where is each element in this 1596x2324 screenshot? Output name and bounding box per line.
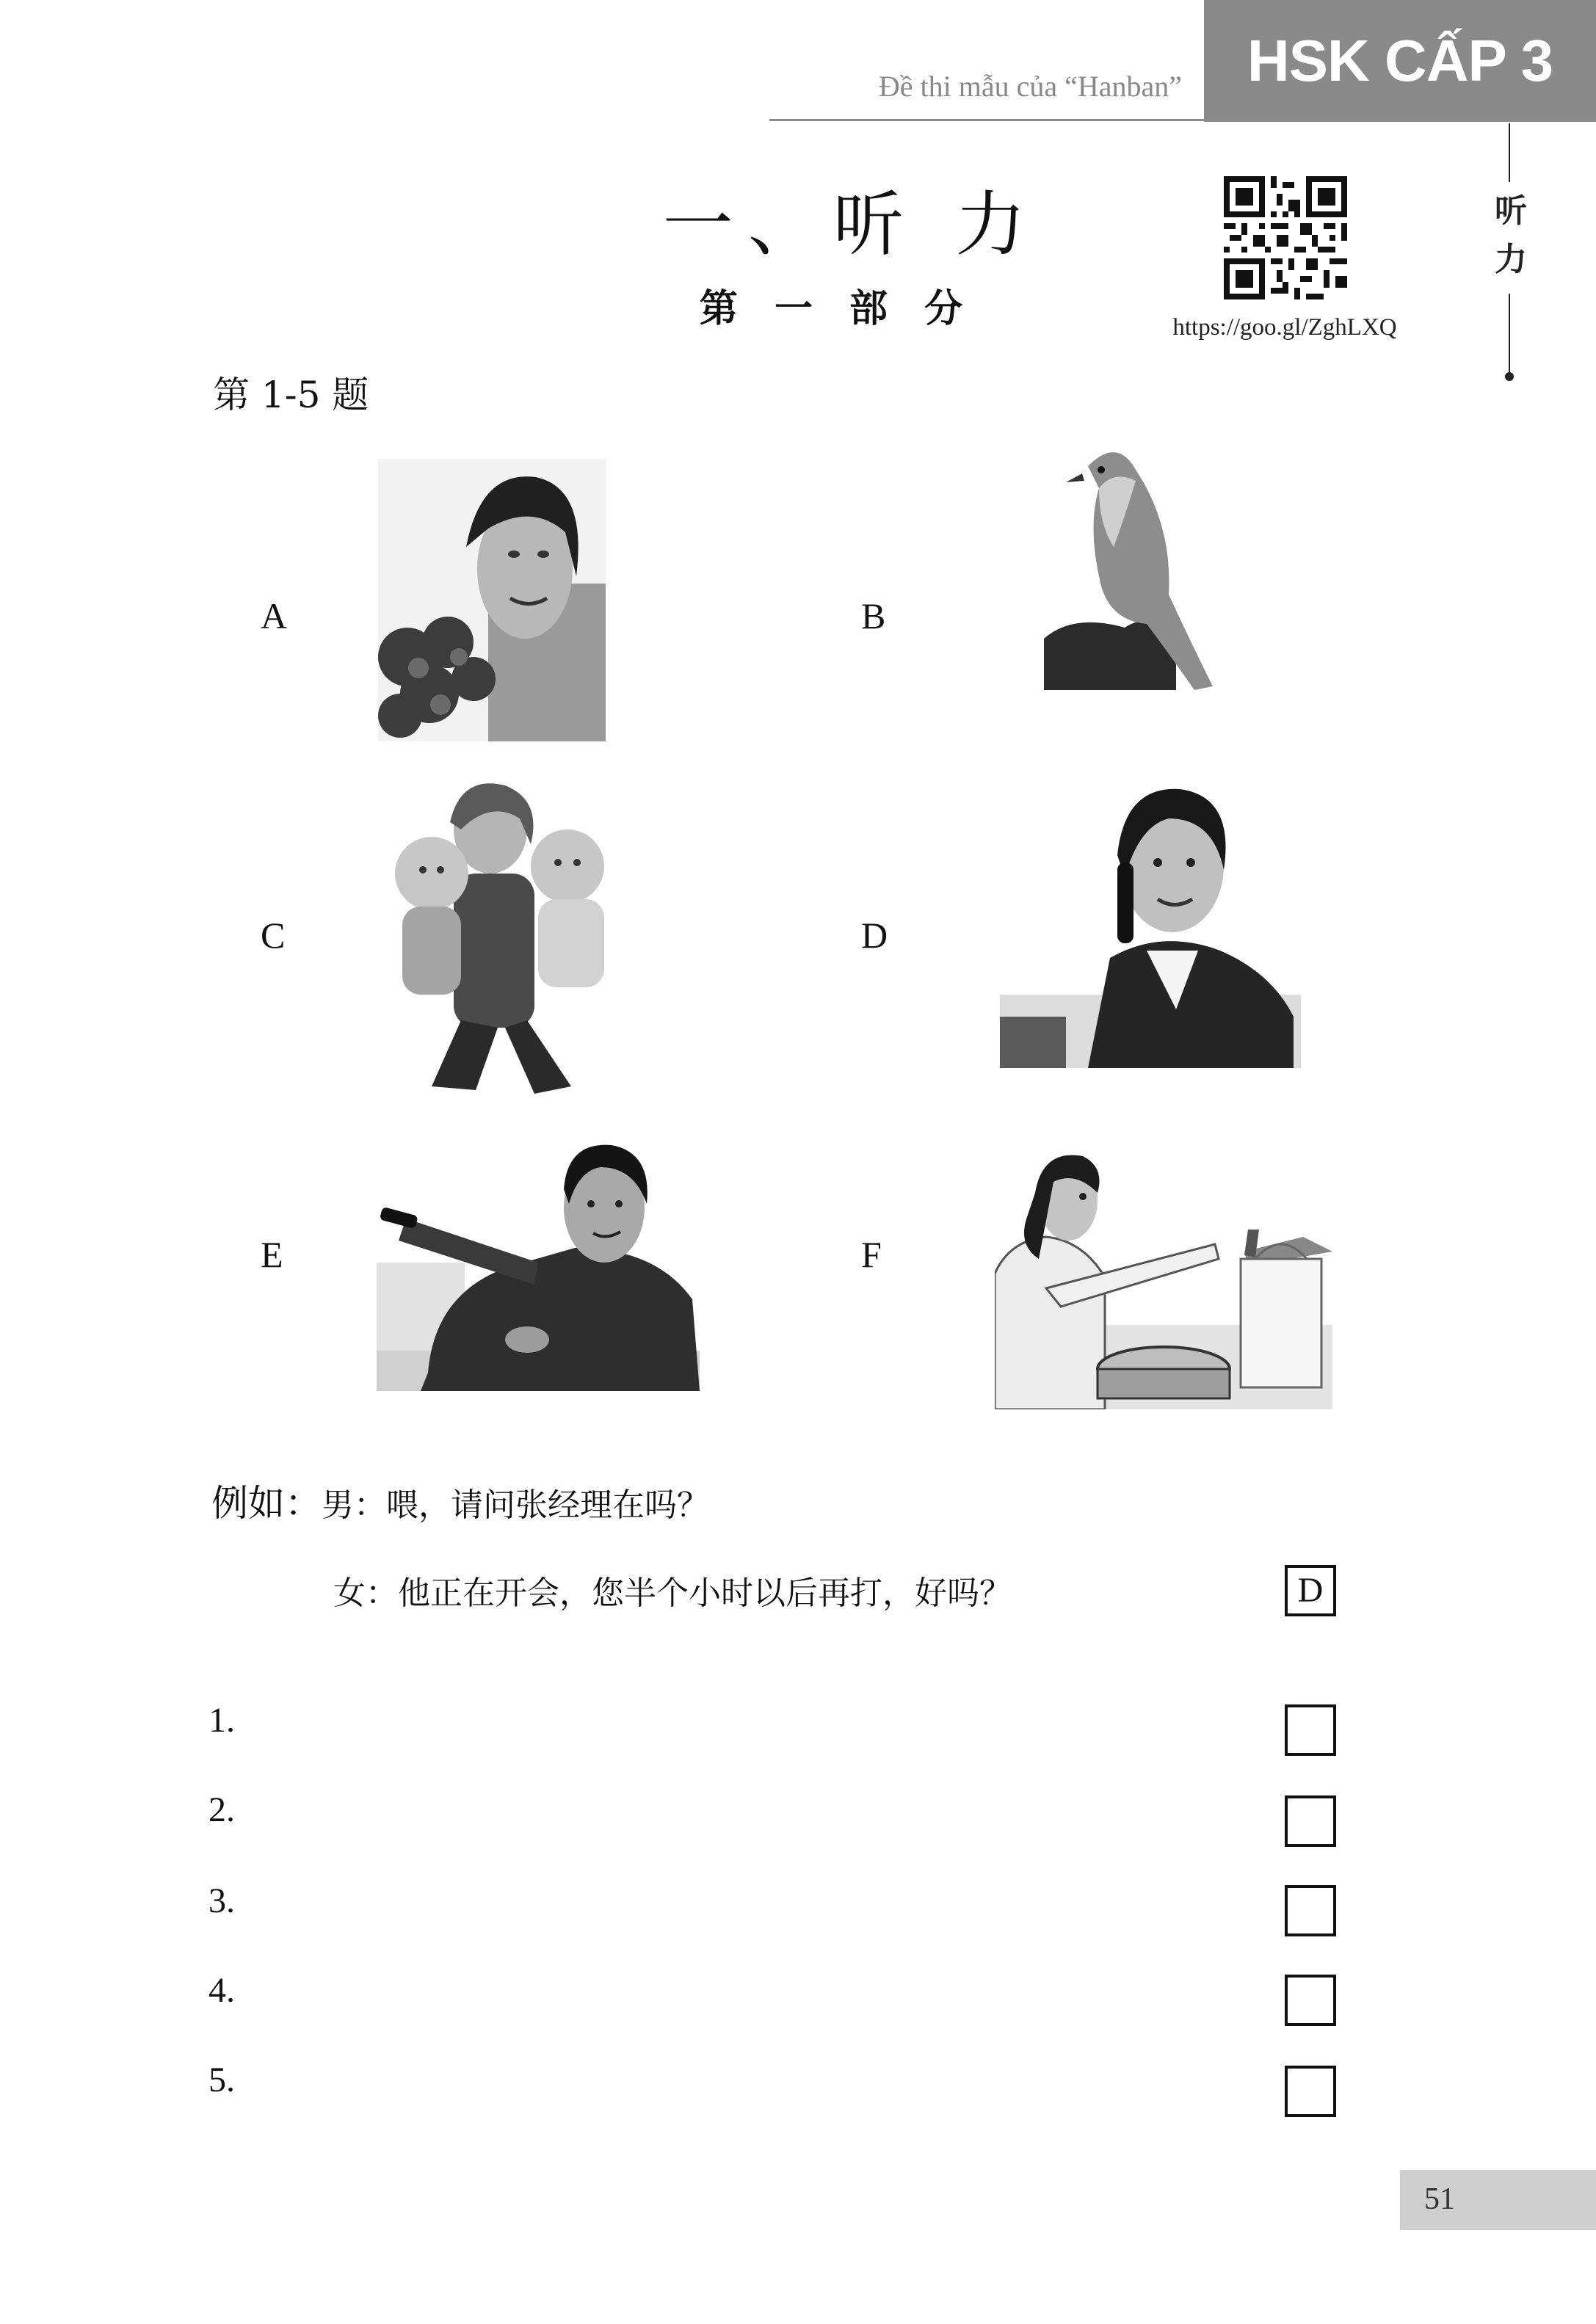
photo-bird-perched xyxy=(1044,437,1220,690)
level-badge-label: HSK CẤP 3 xyxy=(1247,28,1553,93)
side-marker-line-bottom xyxy=(1509,294,1510,373)
answer-box[interactable] xyxy=(1285,1795,1336,1847)
example-line-2: 女：他正在开会，您半个小时以后再打，好吗？ xyxy=(333,1575,1012,1612)
answer-box[interactable] xyxy=(1285,1975,1336,2026)
option-letter-a: A xyxy=(261,595,288,636)
question-number: 1. xyxy=(208,1701,235,1740)
photo-woman-with-flowers xyxy=(378,459,606,741)
qr-url[interactable]: https://goo.gl/ZghLXQ xyxy=(1172,314,1397,341)
side-marker-line-top xyxy=(1509,123,1510,182)
question-number: 2. xyxy=(208,1790,235,1829)
answer-box[interactable] xyxy=(1285,1704,1336,1756)
example-answer-box: D xyxy=(1285,1565,1336,1616)
photo-woman-handing-bag xyxy=(995,1149,1332,1409)
side-marker-char-2: 力 xyxy=(1495,241,1527,278)
level-badge xyxy=(1204,0,1596,122)
example-speaker-1: 男：喂，请问张经理在吗？ xyxy=(322,1486,709,1524)
option-letter-c: C xyxy=(261,915,286,956)
side-marker-text xyxy=(1489,187,1533,284)
side-marker-char-1: 听 xyxy=(1495,192,1527,230)
question-number: 4. xyxy=(208,1971,235,2010)
question-number: 5. xyxy=(208,2060,235,2099)
section-title: 一、听 力 xyxy=(662,184,1041,266)
option-letter-b: B xyxy=(861,595,886,636)
photo-woman-with-babies xyxy=(388,778,623,1094)
series-subtitle: Đề thi mẫu của “Hanban” xyxy=(878,70,1182,103)
example-line-1 xyxy=(211,1474,709,1527)
photo-man-with-remote xyxy=(377,1138,700,1391)
option-letter-f: F xyxy=(861,1234,882,1275)
section-label: 第 1-5 题 xyxy=(213,374,369,416)
qr-code[interactable] xyxy=(1224,176,1347,299)
option-letter-e: E xyxy=(261,1234,283,1275)
example-label: 例如： xyxy=(211,1482,322,1525)
question-number: 3. xyxy=(208,1881,235,1920)
option-letter-d: D xyxy=(861,915,888,956)
answer-box[interactable] xyxy=(1285,2066,1336,2117)
side-marker-dot xyxy=(1505,372,1514,381)
photo-woman-on-phone xyxy=(1000,774,1301,1068)
part-title: 第 一 部 分 xyxy=(699,286,975,331)
page-number: 51 xyxy=(1424,2182,1455,2216)
answer-box[interactable] xyxy=(1285,1885,1336,1936)
